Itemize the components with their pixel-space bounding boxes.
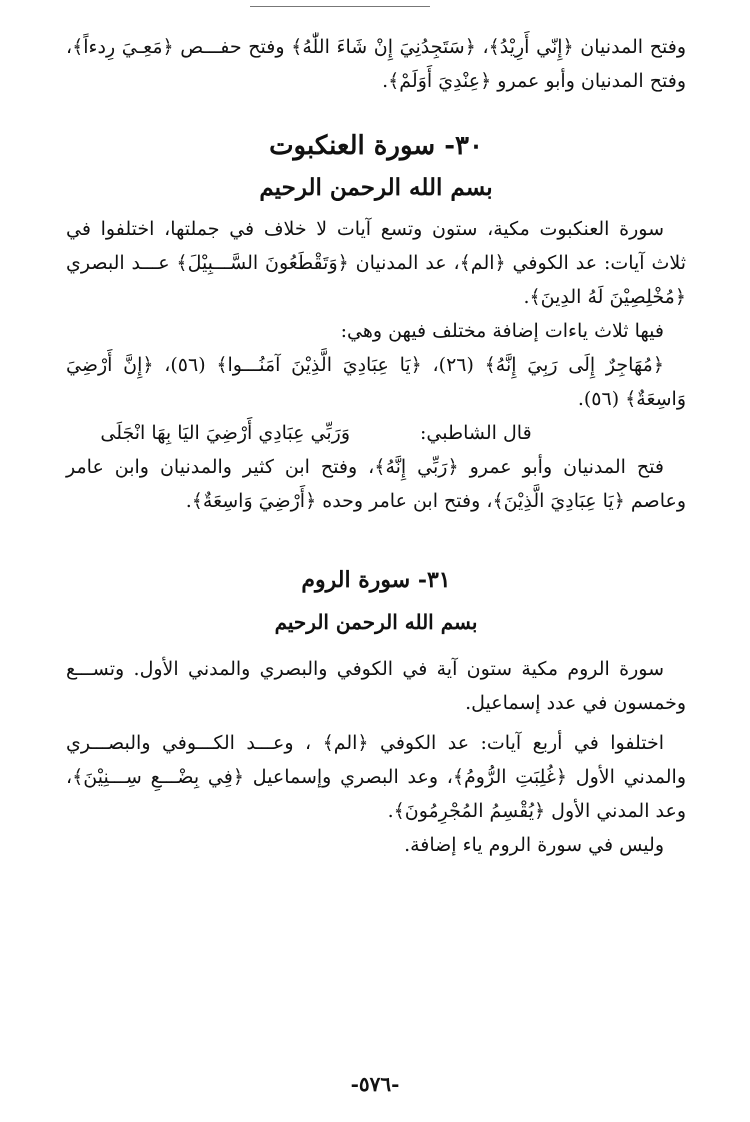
shatibi-verse: وَرَبِّي عِبَادِي أَرْضِيَ اليَا بِهَا انْجَلَى [100, 422, 351, 444]
ankabut-yaat-heading: فيها ثلاث ياءات إضافة مختلف فيهن وهي: [340, 320, 664, 342]
paragraph-continuation: وفتح المدنيان ﴿إِنّي أَرِيْدُ﴾، ﴿سَتَجِدُنِيَ إِنْ شَاءَ اللّٰهُ﴾ وفتح حفـــص ﴿مَعِـيَ رِدءاً﴾، وفتح المدنيان وأبو عمرو ﴿عِنْدِيَ أَوَلَمْ﴾. [66, 36, 686, 92]
rum-closing-paragraph: وليس في سورة الروم ياء إضافة. [404, 834, 664, 856]
ankabut-intro-paragraph: سورة العنكبوت مكية، ستون وتسع آيات لا خلاف في جملتها، اختلفوا في ثلاث آيات: عد الكوفي ﴿الم﴾، عد المدنيان ﴿وَتَقْطَعُونَ السَّـــبِيْلَ﴾ عـــد البصري ﴿مُخْلِصِيْنَ لَهُ الدِينَ﴾. [66, 218, 686, 308]
header-rule [250, 6, 430, 7]
shatibi-verse-line [66, 416, 686, 450]
section-title-ankabut: ٣٠- سورة العنكبوت [269, 131, 483, 161]
basmala-rum: بسم الله الرحمن الرحيم [274, 610, 478, 634]
rum-verses-paragraph: اختلفوا في أربع آيات: عد الكوفي ﴿الم﴾ ، وعـــد الكـــوفي والبصـــري والمدني الأول ﴿غُلِبَتِ الرُّومُ﴾، وعد البصري وإسماعيل ﴿فِي بِضْـــعِ سِـــنِيْنَ﴾، وعد المدني الأول ﴿يُقْسِمُ المُجْرِمُونَ﴾. [66, 732, 686, 822]
ankabut-readings-paragraph: فتح المدنيان وأبو عمرو ﴿رَبِّي إِنَّهُ﴾، وفتح ابن كثير والمدنيان وابن عامر وعاصم ﴿يَا عِبَادِيَ الَّذِيْنَ﴾، وفتح ابن عامر وحده ﴿أَرْضِيَ وَاسِعَةٌ﴾. [66, 456, 686, 512]
section-title-rum: ٣١- سورة الروم [301, 567, 451, 593]
page-body [66, 30, 686, 862]
basmala-ankabut: بسم الله الرحمن الرحيم [259, 174, 493, 201]
ankabut-yaat-list: ﴿مُهَاجِرٌ إِلَى رَبِيَ إِنَّهُ﴾ (٢٦)، ﴿يَا عِبَادِيَ الَّذِيْنَ آمَنُـــوا﴾ (٥٦)، ﴿إِنَّ أَرْضِيَ وَاسِعَةٌ﴾ (٥٦). [66, 354, 686, 410]
shatibi-label: قال الشاطبي: [420, 422, 532, 444]
rum-intro-paragraph: سورة الروم مكية ستون آية في الكوفي والبصري والمدني الأول. وتســـع وخمسون في عدد إسماعيل. [66, 658, 686, 714]
page-number: -٥٧٦- [350, 1072, 400, 1096]
